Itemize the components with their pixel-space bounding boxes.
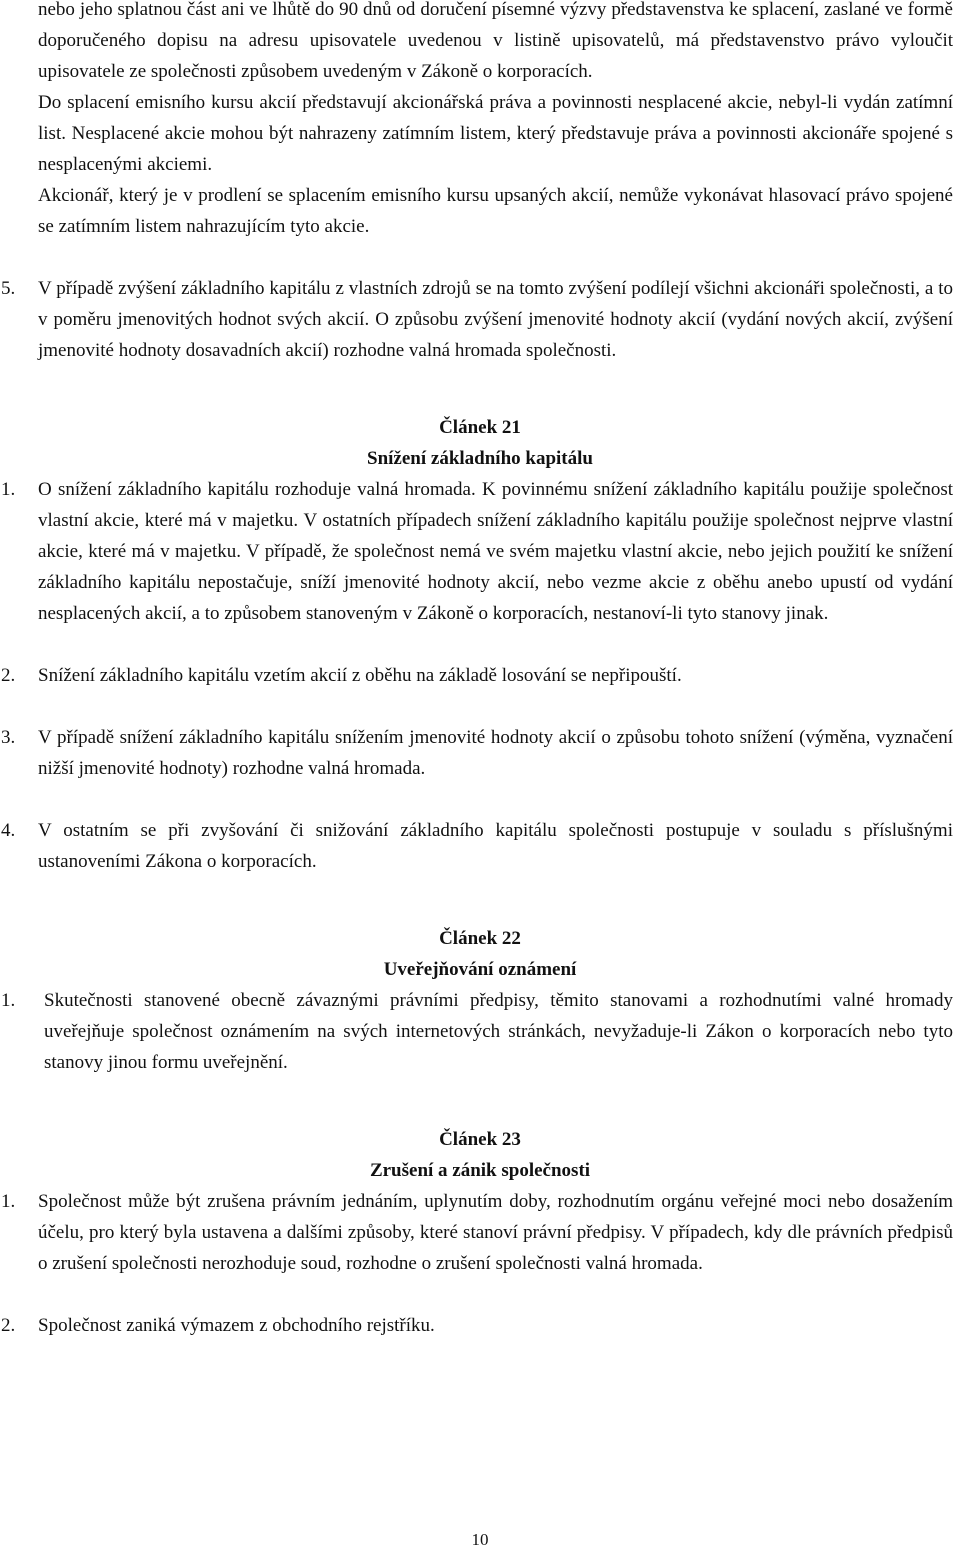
clause-text: Společnost zaniká výmazem z obchodního rejstříku.: [38, 1315, 435, 1336]
article-21: [0, 412, 960, 877]
article-title: Článek 22: [439, 928, 521, 949]
intro-paragraph-1: nebo jeho splatnou část ani ve lhůtě do 90 dnů od doručení písemné výzvy představenstva ke splacení, zaslané ve formě doporučeného dopisu na adresu upisovatele uvedenou v listině upisovatelů, má představenstvo právo vyloučit upisovatele ze společnosti způsobem uvedeným v Zákoně o korporacích.: [38, 0, 953, 82]
clause-text: Snížení základního kapitálu vzetím akcií z oběhu na základě losování se nepřipouští.: [38, 665, 682, 686]
clause-number: 2.: [1, 1315, 16, 1336]
article-21-clause-2: [0, 660, 953, 691]
article-title: Článek 21: [439, 417, 521, 438]
article-subtitle: Snížení základního kapitálu: [367, 448, 593, 469]
article-22: [0, 923, 960, 1078]
article-22-clause-1: [0, 985, 953, 1078]
clause-number: 1.: [1, 1191, 16, 1212]
clause-number: 4.: [1, 820, 16, 841]
clause-number: 1.: [1, 990, 16, 1011]
article-21-clause-4: [0, 815, 953, 877]
intro-paragraph-2: Do splacení emisního kursu akcií představují akcionářská práva a povinnosti nesplacené akcie, nebyl-li vydán zatímní list. Nesplacené akcie mohou být nahrazeny zatímním listem, který představuje práva a povinnosti akcionáře spojené s nesplacenými akciemi.: [38, 92, 953, 175]
article-23-clause-1: [0, 1186, 953, 1279]
clause-text: Skutečnosti stanovené obecně závaznými právními předpisy, těmito stanovami a rozhodnutími valné hromady uveřejňuje společnost oznámením na svých internetových stránkách, nevyžaduje-li Zákon o korporacích nebo tyto stanovy jinou formu uveřejnění.: [44, 990, 953, 1073]
article-subtitle: Uveřejňování oznámení: [383, 959, 577, 980]
article-23: [0, 1124, 960, 1341]
clause-5: [0, 273, 953, 366]
clause-number: 1.: [1, 479, 16, 500]
article-title: Článek 23: [439, 1129, 521, 1150]
clause-number: 5.: [1, 278, 16, 299]
page-number: 10: [471, 1530, 489, 1549]
clause-number: 3.: [1, 727, 16, 748]
clause-text: O snížení základního kapitálu rozhoduje valná hromada. K povinnému snížení základního kapitálu použije společnost vlastní akcie, které má v majetku. V ostatních případech snížení základního kapitálu použije společnost nejprve vlastní akcie, které má v majetku. V případě, že společnost nemá ve svém majetku vlastní akcie, nebo jejich použití ke snížení základního kapitálu nepostačuje, sníží jmenovité hodnoty akcií, nebo vezme akcie z oběhu anebo upustí od vydání nesplacených akcií, a to způsobem stanoveným v Zákoně o korporacích, nestanoví-li tyto stanovy jinak.: [38, 479, 953, 624]
clause-text: Společnost může být zrušena právním jednáním, uplynutím doby, rozhodnutím orgánu veřejné moci nebo dosažením účelu, pro který byla ustavena a dalšími způsoby, které stanoví právní předpisy. V případech, kdy dle právních předpisů o zrušení společnosti nerozhoduje soud, rozhodne o zrušení společnosti valná hromada.: [38, 1191, 953, 1274]
clause-text: V případě zvýšení základního kapitálu z vlastních zdrojů se na tomto zvýšení podílejí všichni akcionáři společnosti, a to v poměru jmenovitých hodnot svých akcií. O způsobu zvýšení jmenovité hodnoty akcií (vydání nových akcií, zvýšení jmenovité hodnoty dosavadních akcií) rozhodne valná hromada společnosti.: [38, 278, 953, 361]
article-21-clause-1: [0, 474, 953, 629]
clause-text: V případě snížení základního kapitálu snížením jmenovité hodnoty akcií o způsobu tohoto snížení (výměna, vyznačení nižší jmenovité hodnoty) rozhodne valná hromada.: [38, 727, 953, 779]
intro-paragraph-3: Akcionář, který je v prodlení se splacením emisního kursu upsaných akcií, nemůže vykonávat hlasovací právo spojené se zatímním listem nahrazujícím tyto akcie.: [38, 185, 953, 237]
article-23-clause-2: [0, 1310, 953, 1341]
article-subtitle: Zrušení a zánik společnosti: [369, 1160, 591, 1181]
clause-number: 2.: [1, 665, 16, 686]
clause-text: V ostatním se při zvyšování či snižování základního kapitálu společnosti postupuje v souladu s příslušnými ustanoveními Zákona o korporacích.: [38, 820, 953, 872]
article-21-clause-3: [0, 722, 953, 784]
